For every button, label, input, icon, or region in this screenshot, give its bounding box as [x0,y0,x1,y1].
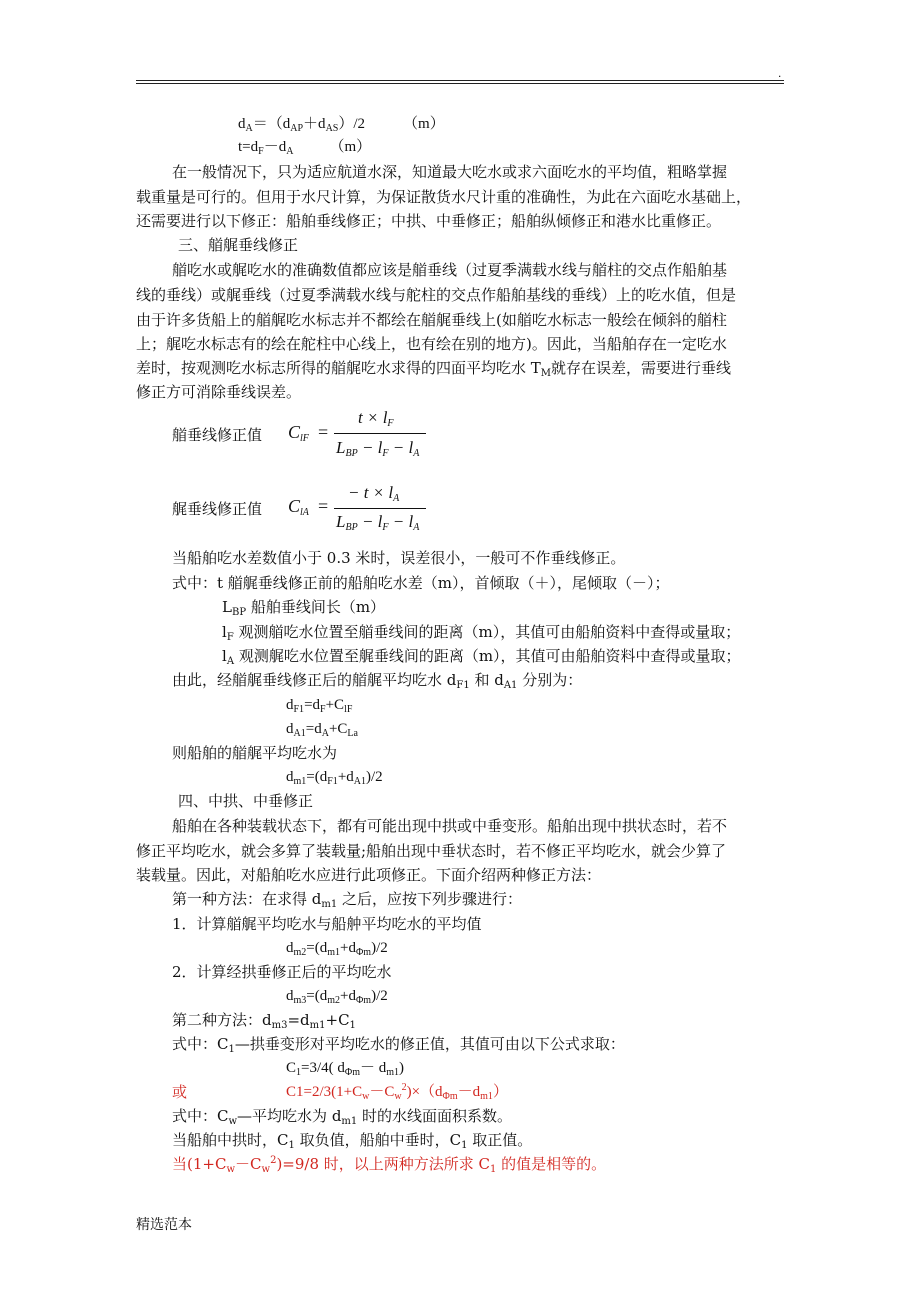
equation-da1: $d_{A1}=d_A+C_{La}$ [286,721,358,739]
step-line: 2．计算经拱垂修正后的平均吃水 [172,963,392,981]
formula-equals: = [318,422,329,442]
definition-line: $L_{BP}$ 船舶垂线间长（m） [222,598,386,618]
paragraph-line: 线的垂线）或艉垂线（过夏季满载水线与舵柱的交点作船舶基线的垂线）上的吃水值，但是 [136,286,737,304]
footer-text: 精选范本 [136,1217,192,1233]
alt-label: 或 [172,1083,188,1101]
formula-denominator: $L_{BP} - l_F - l_A$ [336,438,420,459]
formula-label: 艉垂线修正值 [172,500,263,518]
equation-c1-alt: $C1=2/3(1+C_w-C_w^2)\times(d_{\Phi m}-d_{m1})$ [286,1082,508,1102]
paragraph-line: 上；艉吃水标志有的绘在舵柱中心线上，也有绘在别的地方)。因此，当船舶存在一定吃水 [136,335,727,353]
formula-variable: $C_{lA}$ [288,496,309,518]
equation-df1: $d_{F1}=d_F+C_{lF}$ [286,697,353,715]
paragraph-line: 则船舶的艏艉平均吃水为 [172,744,338,762]
paragraph-line: 还需要进行以下修正：船舶垂线修正；中拱、中垂修正；船舶纵倾修正和港水比重修正。 [136,212,722,230]
paragraph-line: 修正平均吃水，就会多算了装载量;船舶出现中垂状态时，若不修正平均吃水，就会少算了 [136,842,727,860]
formula-numerator: $t \times l_F$ [358,408,394,429]
paragraph-line: 艏吃水或艉吃水的准确数值都应该是艏垂线（过夏季满载水线与艏柱的交点作船舶基 [172,261,728,279]
fraction-bar [334,508,426,509]
paragraph-line: 船舶在各种装载状态下，都有可能出现中拱或中垂变形。船舶出现中拱状态时，若不 [172,817,728,835]
paragraph-line: 差时，按观测吃水标志所得的艏艉吃水求得的四面平均吃水 $T_M$就存在误差，需要进行垂线 [136,359,732,379]
paragraph-line: 由此，经艏艉垂线修正后的艏艉平均吃水 $d_{F1}$ 和 $d_{A1}$ 分别为： [172,671,583,691]
equation-dm1: $d_{m1}=(d_{F1}+d_{A1})/2$ [286,769,383,787]
formula-label: 艏垂线修正值 [172,426,263,444]
formula-variable: $C_{lF}$ [288,422,309,444]
definition-line: 式中：t 艏艉垂线修正前的船舶吃水差（m），首倾取（＋），尾倾取（－）； [172,574,670,592]
paragraph-line: 载重量是可行的。但用于水尺计算，为保证散货水尺计重的准确性，为此在六面吃水基础上， [136,188,752,206]
method-line: 第一种方法：在求得 $d_{m1}$ 之后，应按下列步骤进行： [172,890,523,910]
sign-rule-line: 当船舶中拱时，$C_1$ 取负值，船舶中垂时，$C_1$ 取正值。 [172,1131,533,1151]
paragraph-line: 装载量。因此，对船舶吃水应进行此项修正。下面介绍两种修正方法： [136,866,602,884]
section-heading: 四、中拱、中垂修正 [178,792,314,810]
formula-equals: = [318,496,329,516]
equation-dm2: $d_{m2}=(d_{m1}+d_{\Phi m})/2$ [286,940,388,958]
equation-da: $d_A=(d_{AP}+d_{AS})/2$ （m） [238,116,445,134]
paragraph-line: 修正方可消除垂线误差。 [136,383,302,401]
definition-line: 式中：$C_w—$平均吃水为 $d_{m1}$ 时的水线面面积系数。 [172,1107,513,1127]
equation-trim: $t=d_F-d_A$ （m） [238,139,372,157]
header-rule-double [136,83,784,84]
formula-numerator: − $t \times l_A$ [348,483,400,504]
definition-line: $l_A$ 观测艉吃水位置至艉垂线间的距离（m），其值可由船舶资料中查得或量取； [222,647,741,667]
section-heading: 三、艏艉垂线修正 [178,236,299,254]
equation-dm3: $d_{m3}=(d_{m2}+d_{\Phi m})/2$ [286,988,388,1006]
definition-line: 式中：$C_1—$拱垂变形对平均吃水的修正值，其值可由以下公式求取： [172,1035,625,1055]
step-line: 1．计算艏艉平均吃水与船舯平均吃水的平均值 [172,915,482,933]
note-line: 当船舶吃水差数值小于 0.3 米时，误差很小，一般可不作垂线修正。 [172,549,626,567]
header-rule [136,80,784,81]
method-line: 第二种方法：$d_{m3}=d_{m1}+C_1$ [172,1011,356,1031]
header-dot: . [778,66,782,80]
equation-c1: $C_1=3/4$( $d_{\Phi m}- d_{m1}$) [286,1060,405,1078]
fraction-bar [334,433,426,434]
formula-denominator: $L_{BP} - l_F - l_A$ [336,512,420,533]
equality-note: 当$(1+C_w-C_w^2)=9/8$ 时，以上两种方法所求 $C_1$ 的值是相等的。 [172,1155,607,1175]
paragraph-line: 由于许多货船上的艏艉吃水标志并不都绘在艏艉垂线上(如艏吃水标志一般绘在倾斜的艏柱 [136,311,727,329]
paragraph-line: 在一般情况下，只为适应航道水深，知道最大吃水或求六面吃水的平均值，粗略掌握 [172,163,728,181]
definition-line: $l_F$ 观测艏吃水位置至艏垂线间的距离（m），其值可由船舶资料中查得或量取； [222,623,741,643]
